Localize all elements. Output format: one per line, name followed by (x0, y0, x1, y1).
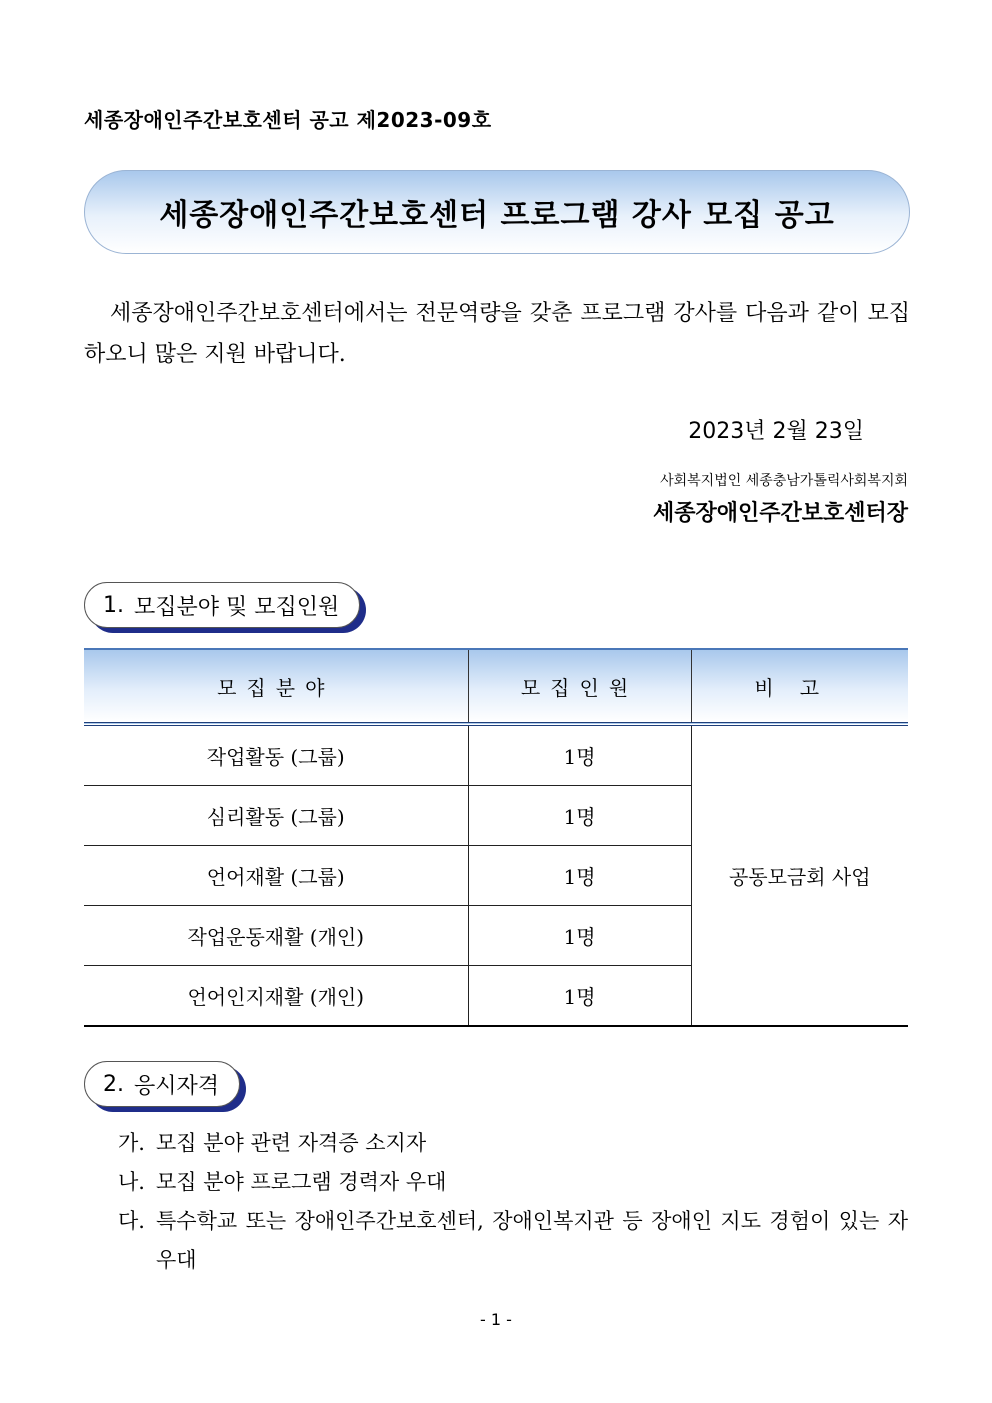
page-number: - 1 - (480, 1310, 512, 1329)
list-item (118, 1163, 908, 1202)
recruitment-table (84, 648, 908, 1027)
notice-number: 세종장애인주간보호센터 공고 제2023-09호 (84, 108, 492, 132)
list-item (118, 1202, 908, 1280)
list-marker: 가. (118, 1131, 145, 1155)
qualification-list (118, 1124, 908, 1280)
header-field: 모집분야 (84, 649, 468, 724)
cell-count: 1명 (468, 906, 691, 966)
list-item (118, 1124, 908, 1163)
table-row (84, 724, 908, 786)
section-title: 응시자격 (134, 1073, 220, 1099)
header-note: 비고 (691, 649, 908, 724)
cell-field: 작업활동 (그룹) (84, 724, 468, 786)
cell-count: 1명 (468, 966, 691, 1027)
corporation-name: 사회복지법인 세종충남가톨릭사회복지회 (660, 473, 908, 489)
section-number: 2. (103, 1071, 124, 1097)
list-text: 특수학교 또는 장애인주간보호센터, 장애인복지관 등 장애인 지도 경험이 있는 자 우대 (156, 1209, 908, 1272)
title-banner (84, 170, 910, 254)
cell-note: 공동모금회 사업 (691, 724, 908, 1026)
intro-paragraph (84, 293, 910, 375)
director-signature: 세종장애인주간보호센터장 (652, 500, 908, 526)
cell-count: 1명 (468, 724, 691, 786)
list-marker: 다. (118, 1209, 145, 1233)
cell-field: 언어인지재활 (개인) (84, 966, 468, 1027)
section-title: 모집분야 및 모집인원 (134, 594, 340, 620)
notice-date: 2023년 2월 23일 (688, 419, 864, 444)
intro-text: 세종장애인주간보호센터에서는 전문역량을 갖춘 프로그램 강사를 다음과 같이 모집하오니 많은 지원 바랍니다. (84, 301, 910, 367)
cell-field: 언어재활 (그룹) (84, 846, 468, 906)
page-title: 세종장애인주간보호센터 프로그램 강사 모집 공고 (159, 198, 835, 233)
section-heading-qualification (84, 1061, 240, 1107)
table-header-row (84, 649, 908, 724)
cell-field: 작업운동재활 (개인) (84, 906, 468, 966)
list-text: 모집 분야 관련 자격증 소지자 (156, 1131, 427, 1155)
section-heading-recruitment (84, 582, 360, 628)
cell-count: 1명 (468, 786, 691, 846)
section-number: 1. (103, 592, 124, 618)
cell-field: 심리활동 (그룹) (84, 786, 468, 846)
list-text: 모집 분야 프로그램 경력자 우대 (156, 1170, 447, 1194)
header-count: 모집인원 (468, 649, 691, 724)
cell-count: 1명 (468, 846, 691, 906)
list-marker: 나. (118, 1170, 145, 1194)
